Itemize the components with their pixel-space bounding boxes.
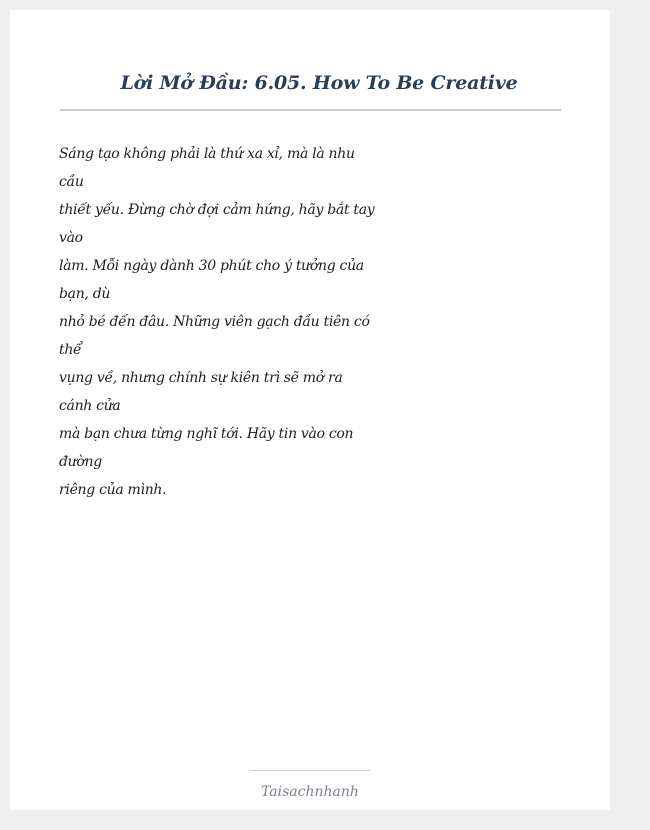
body-line: đường: [59, 454, 102, 470]
body-line: vào: [59, 230, 83, 246]
body-line: cánh cửa: [59, 398, 121, 414]
body-line: nhỏ bé đến đâu. Những viên gạch đầu tiên có: [59, 314, 370, 330]
page-title: Lời Mở Đầu: 6.05. How To Be Creative: [120, 72, 518, 94]
body-line: làm. Mỗi ngày dành 30 phút cho ý tưởng của: [59, 258, 364, 274]
body-line: vụng về, nhưng chính sự kiên trì sẽ mở ra: [59, 370, 343, 386]
body-line: riêng của mình.: [59, 482, 167, 498]
body-text: [59, 140, 375, 504]
body-line: cầu: [59, 174, 84, 190]
body-line: mà bạn chưa từng nghĩ tới. Hãy tin vào con: [59, 426, 354, 442]
footer-divider: [250, 770, 370, 771]
footer-site-name: Taisachnhanh: [261, 784, 359, 800]
body-line: thiết yếu. Đừng chờ đợi cảm hứng, hãy bắt tay: [59, 202, 375, 218]
title-divider: [60, 109, 561, 111]
body-line: bạn, dù: [59, 286, 111, 302]
document-page: [10, 10, 610, 810]
body-line: thể: [59, 342, 82, 358]
body-line: Sáng tạo không phải là thứ xa xỉ, mà là nhu: [59, 146, 355, 162]
